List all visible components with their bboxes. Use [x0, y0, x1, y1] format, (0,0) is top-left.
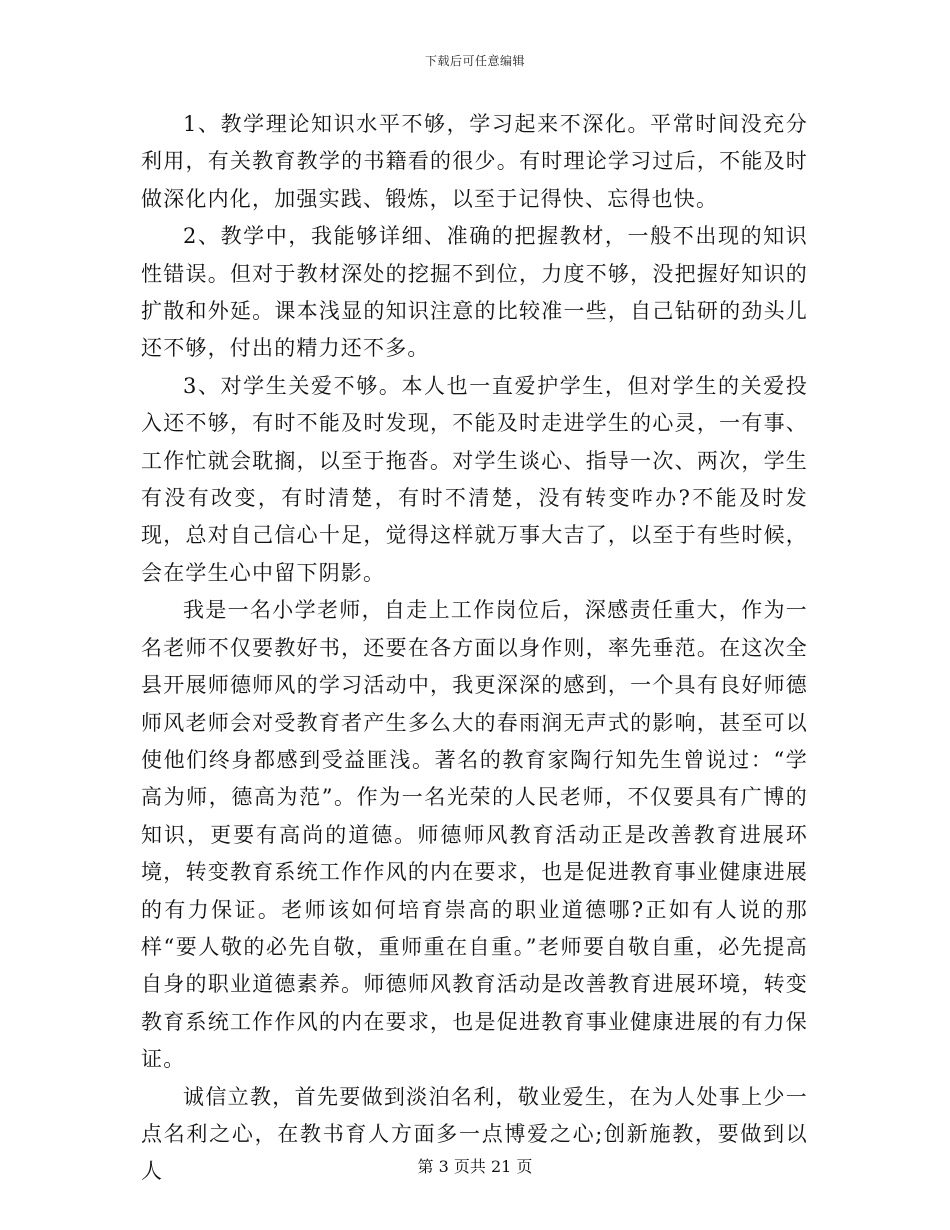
page-number: 第 3 页共 21 页: [417, 1157, 533, 1176]
page-header: 下载后可任意编辑: [424, 54, 525, 68]
paragraph-2: 2、教学中，我能够详细、准确的把握教材，一般不出现的知识性错误。但对于教材深处的挖掘不到位，力度不够，没把握好知识的扩散和外延。课本浅显的知识注意的比较准一些，自己钻研的劲头儿还不够，付出的精力还不多。: [141, 224, 808, 361]
paragraph-4: 我是一名小学老师，自走上工作岗位后，深感责任重大，作为一名老师不仅要教好书，还要在各方面以身作则，率先垂范。在这次全县开展师德师风的学习活动中，我更深深的感到，一个具有良好师德师风老师会对受教育者产生多么大的春雨润无声式的影响，甚至可以使他们终身都感到受益匪浅。著名的教育家陶行知先生曾说过：“学高为师，德高为范”。作为一名光荣的人民老师，不仅要具有广博的知识，更要有高尚的道德。师德师风教育活动正是改善教育进展环境，转变教育系统工作作风的内在要求，也是促进教育事业健康进展的有力保证。老师该如何培育崇高的职业道德哪?正如有人说的那样“要人敬的必先自敬，重师重在自重。”老师要自敬自重，必先提高自身的职业道德素养。师德师风教育活动是改善教育进展环境，转变教育系统工作作风的内在要求，也是促进教育事业健康进展的有力保证。: [141, 598, 808, 1072]
paragraph-3: 3、对学生关爱不够。本人也一直爱护学生，但对学生的关爱投入还不够，有时不能及时发现，不能及时走进学生的心灵，一有事、工作忙就会耽搁，以至于拖沓。对学生谈心、指导一次、两次，学生有没有改变，有时清楚，有时不清楚，没有转变咋办?不能及时发现，总对自己信心十足，觉得这样就万事大吉了，以至于有些时候，会在学生心中留下阴影。: [141, 373, 808, 585]
paragraph-5: 诚信立教，首先要做到淡泊名利，敬业爱生，在为人处事上少一点名利之心，在教书育人方面多一点博爱之心;创新施教，要做到以人: [141, 1084, 808, 1184]
document-body: [141, 106, 808, 1191]
paragraph-1: 1、教学理论知识水平不够，学习起来不深化。平常时间没充分利用，有关教育教学的书籍看的很少。有时理论学习过后，不能及时做深化内化，加强实践、锻炼，以至于记得快、忘得也快。: [141, 112, 808, 211]
